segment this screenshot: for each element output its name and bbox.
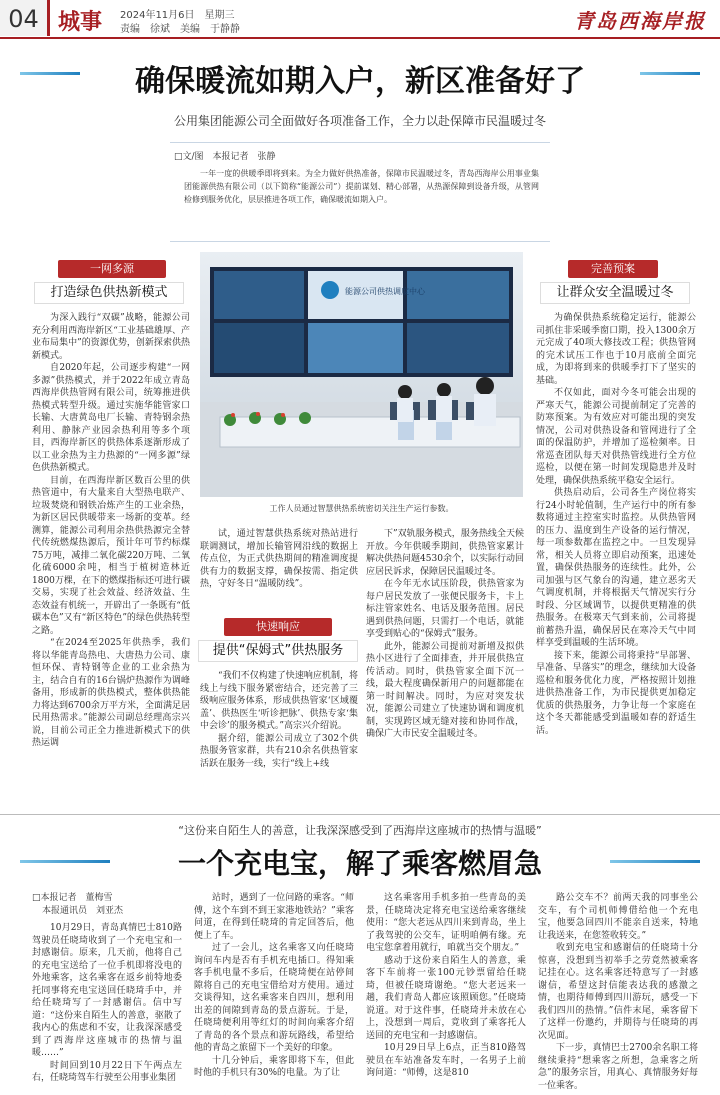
section-name: 城事 (58, 10, 103, 35)
tag-contingency: 完善预案 (568, 260, 658, 278)
paragraph: 试，通过智慧供热系统对热站进行联调测试，增加长输管网沿线的数据上传点位，为正式供热期间的精准调度提供有力的数据支撑，确保按需、指定供热，守好冬日“温暖防线”。 (200, 529, 358, 589)
article1-byline: □文/图 本报记者 张静 (174, 152, 276, 162)
paragraph: 接下来，能源公司将秉持“早部署、早准备、早落实”的理念，继续加大设备巡检和服务优化力度，严格按照计划推进供热准备工作，为市民提供更加稳定优质的供热服务，力争让每一个家庭在这个冬天都能感受到温暖如春的舒适生活。 (536, 650, 696, 736)
paragraph: 下”双轨服务模式，服务热线全天候开放。今年供暖季期间，供热管家累计解决供热问题4530余个，以实际行动回应居民诉求，保障居民温暖过冬。 (366, 529, 524, 577)
control-room-photo (200, 252, 523, 497)
paragraph: 十几分钟后，乘客即将下车，但此时他的手机只有30%的电量。为了让 (194, 1055, 354, 1078)
article2-byline (32, 892, 182, 918)
paragraph: 供热启动后，公司各生产岗位将实行24小时轮值制，生产运行中的所有参数将通过主控室实时监控。从供热管网的压力、温度到生产设备的运行情况，每一项参数都在监控之中。一旦发现异常，相关人员将立即启动预案，迅速处置，确保供热服务的连续性。此外，公司加强与区气象台的沟通，建立恶劣天气调度机制，并将根据天气情况实行分时段、分区域调节，以提供更精准的供热服务。在极寒天气到来前，公司将提前蓄热升温，确保居民在寒冷天气中同样享受到温暖的生活环境。 (536, 488, 696, 648)
article2-column-1 (32, 922, 182, 1095)
paragraph: 过了一会儿，这名乘客又向任晓琦询问车内是否有手机充电插口。得知乘客手机电量不多后，任晓琦便在站停间隙将自己的充电宝借给对方使用。通过交谈得知，这名乘客来自四川，想利用出差的间隙到青岛的景点游玩。于是，任晓琦便利用等红灯的时间向乘客介绍了青岛的各个景点和游玩路线，希望给他的青岛之旅留下一个美好的印象。 (194, 943, 354, 1053)
article1-column-4 (536, 312, 696, 806)
paragraph: “我们不仅构建了快速响应机制，将线上与线下服务紧密结合，还完善了三级响应服务体系，形成供热管家‘区域覆盖’、供热医生‘听诊把脉’、供热专家‘集中会诊’的服务模式。”高宗兴介绍说。 (200, 671, 358, 731)
article2-title: 一个充电宝，解了乘客燃眉急 (177, 847, 542, 880)
paragraph: 自2020年起，公司逐步构建“一网多源”供热模式，并于2022年成立青岛西海岸供热管网有限公司，统筹推进供热模式转型升级。通过实施华能管家口长输、大唐黄岛电厂长输、青特钢余热利用、静脉产业园余热利用等多个项目，西海岸新区的供热体系逐渐形成了以工业余热为主力热源的“一网多源”绿色供热新模式。 (32, 363, 190, 473)
control-room-illustration (200, 252, 523, 497)
paragraph: 10月29日早上6点，正当810路驾驶员在车站准备发车时，一名男子上前询问道：“师傅，这是810 (366, 1043, 526, 1078)
paragraph: 为确保供热系统稳定运行，能源公司抓住非采暖季窗口期，投入1300余万元完成了40项大修技改工程；供热管网的完术试压工作也于10月底前全面完成，为即将到来的供暖季打下了坚实的基础。 (536, 313, 696, 386)
article1-intro: 一年一度的供暖季即将到来。为全力做好供热准备，保障市民温暖过冬，青岛西海岸公用事业集团能源供热有限公司（以下简称“能源公司”）提前谋划、精心部署，从热源保障到设备升级，从管网检修到服务优化，层层推进各项工作，确保暖流如期入户。 (184, 169, 539, 204)
article2-column-4 (538, 892, 698, 1095)
heading-green-heating: 打造绿色供热新模式 (34, 282, 184, 304)
paragraph: 不仅如此，面对今冬可能会出现的严寒天气，能源公司提前制定了完善的防寒预案。为有效应对可能出现的突发情况，公司对供热设备和管网进行了全面的保温防护，并增加了巡检频率。日常巡查团队每天对供热管线进行全方位巡检，以便在第一时间发现隐患并及时处理，确保供热系统平稳安全运行。 (536, 388, 696, 486)
paragraph: 10月29日，青岛真情巴士810路驾驶员任晓琦收到了一个充电宝和一封感谢信。原来，几天前，他将自己的充电宝送给了一位手机即将没电的外地乘客，这名乘客在返乡前特地委托同事将充电宝送回任晓琦手中，并给任晓琦写了一封感谢信。信中写道：“这份来自陌生人的善意，驱散了我内心的焦虑和不安，让我深深感受到了西海岸这座城市的热情与温暖……” (32, 923, 182, 1058)
article2-column-3 (366, 892, 526, 1095)
article1-column-2a (200, 528, 358, 608)
paragraph: 站时，遇到了一位问路的乘客。“师傅，这个车到不到王家港地铁站？”乘客问道，在得到任晓琦的肯定回答后，他便上了车。 (194, 893, 354, 941)
paragraph: 路公交车不？前两天我的同事坐公交车，有个司机师傅借给他一个充电宝，他要急回四川不能亲自送来，特地让我送来，在您签收转交。” (538, 893, 698, 941)
article1-column-1 (32, 312, 190, 804)
heading-nanny-service: 提供“保姆式”供热服务 (198, 640, 358, 662)
issue-date: 2024年11月6日 星期三 (120, 10, 235, 21)
paragraph: 感动于这份来自陌生人的善意，乘客下车前将一张100元钞票留给任晓琦，但被任晓琦谢绝。“您大老远来一趟，我们青岛人都应该照顾您。”任晓琦说道。对于这件事，任晓琦并未放在心上，没想到一周后，竟收到了乘客托人送回的充电宝和一封感谢信。 (366, 955, 526, 1041)
paragraph: 收到充电宝和感谢信的任晓琦十分惊喜，没想到当初举手之劳竟然被乘客记挂在心。这名乘客还特意写了一封感谢信，希望这封信能表达我的感激之情，也期待师傅到四川游玩，感受一下我们四川的热情。”信件末尾，乘客留下了这样一份邀约，并期待与任晓琦的再次见面。 (538, 943, 698, 1041)
byline-correspondent: 本报通讯员 刘亚杰 (42, 906, 124, 916)
article1-column-2b (200, 670, 358, 806)
photo-caption: 工作人员通过智慧供热系统密切关注生产运行参数。 (269, 504, 454, 513)
tag-one-network: 一网多源 (58, 260, 166, 278)
article-separator (0, 814, 720, 815)
paragraph: 为深入践行“双碳”战略，能源公司充分利用西海岸新区“工业基础雄厚、产业布局集中”的资源优势，创新探索供热新模式。 (32, 313, 190, 361)
paragraph: 时间回到10月22日下午两点左右，任晓琦驾车行驶至公用事业集团 (32, 1060, 182, 1083)
paragraph: 据介绍，能源公司成立了302个供热服务管家群，共有210余名供热管家活跃在服务一线，实行“线上+线 (200, 733, 358, 769)
article1-column-3 (366, 528, 524, 806)
heading-safe-warm: 让群众安全温暖过冬 (540, 282, 690, 304)
article2-quote: “这份来自陌生人的善意，让我深深感受到了西海岸这座城市的热情与温暖” (178, 824, 542, 837)
masthead-rule (0, 37, 720, 39)
paragraph: 下一步，真情巴士2700余名职工将继续秉持“想乘客之所想，急乘客之所急”的服务宗旨，用真心、真情服务好每一位乘客。 (538, 1043, 698, 1091)
paper-logo: 青岛西海岸报 (574, 9, 706, 33)
paragraph: 目前，在西海岸新区数百公里的供热管道中，有大量来自大型热电联产、垃圾焚烧和钢铁冶炼产生的工业余热，为新区居民供暖带来一场新的变革。经测算，能源公司利用余热供热源完全替代传统燃煤热源后，预计年可节约标煤75万吨，减排二氧化碳220万吨、二氧化硫6000余吨，相当于植树造林近1800万棵，在下的燃煤指标还可进行碳交易，实现了社会效益、经济效益、生态效益有机统一，开辟出了一条既有“低碳本色”又有“新区特色”的绿色供热转型之路。 (32, 475, 190, 636)
tag-rapid-response: 快速响应 (224, 618, 332, 636)
article1-subtitle: 公用集团能源公司全面做好各项准备工作，全力以赴保障市民温暖过冬 (173, 114, 546, 128)
screen-logo-text: 能源公司供热调度中心 (345, 287, 425, 296)
article2-column-2 (194, 892, 354, 1095)
page-number: 04 (0, 0, 50, 36)
editor-credits: 责编 徐斌 美编 于静静 (120, 24, 240, 35)
paragraph: “在2024至2025年供热季，我们将以华能青岛热电、大唐热力公司、康恒环保、青特钢等企业的工业余热为主，结合自有的16台锅炉热源作为调峰备用，形成新的供热模式，整体供热能力将达到6700余万平方米，全面满足居民用热需求。”能源公司副总经理高宗兴说，目前公司正全力推进新模式下的供热运调 (32, 638, 190, 748)
paragraph: 此外，能源公司提前对新增及拟供热小区进行了全面排查，并开展供热宣传活动。同时，供热管家全面下沉一线，最大程度确保新用户的问题都能在第一时间解决。同时，为应对突发状况，能源公司建立了快速协调和调度机制，实现跨区域无缝对接和协同作战，确保广大市民安全温暖过冬。 (366, 641, 524, 739)
byline-reporter: □本报记者 董梅雪 (32, 893, 113, 903)
intro-box (170, 142, 550, 242)
paragraph: 这名乘客用手机多拍一些青岛的美景，任晓琦决定将充电宝送给乘客继续使用：“您大老远从四川来到青岛，坐上了我驾驶的公交车，证明咱俩有缘。充电宝您拿着用就行，咱就当交个朋友。” (366, 893, 526, 953)
article1-title: 确保暖流如期入户，新区准备好了 (135, 64, 585, 99)
paragraph: 在今年无水试压阶段，供热管家为每户居民发放了一张便民服务卡，卡上标注管家姓名、电话及服务范围。居民遇到供热问题，只需打一个电话，就能享受到贴心的“保姆式”服务。 (366, 579, 524, 639)
